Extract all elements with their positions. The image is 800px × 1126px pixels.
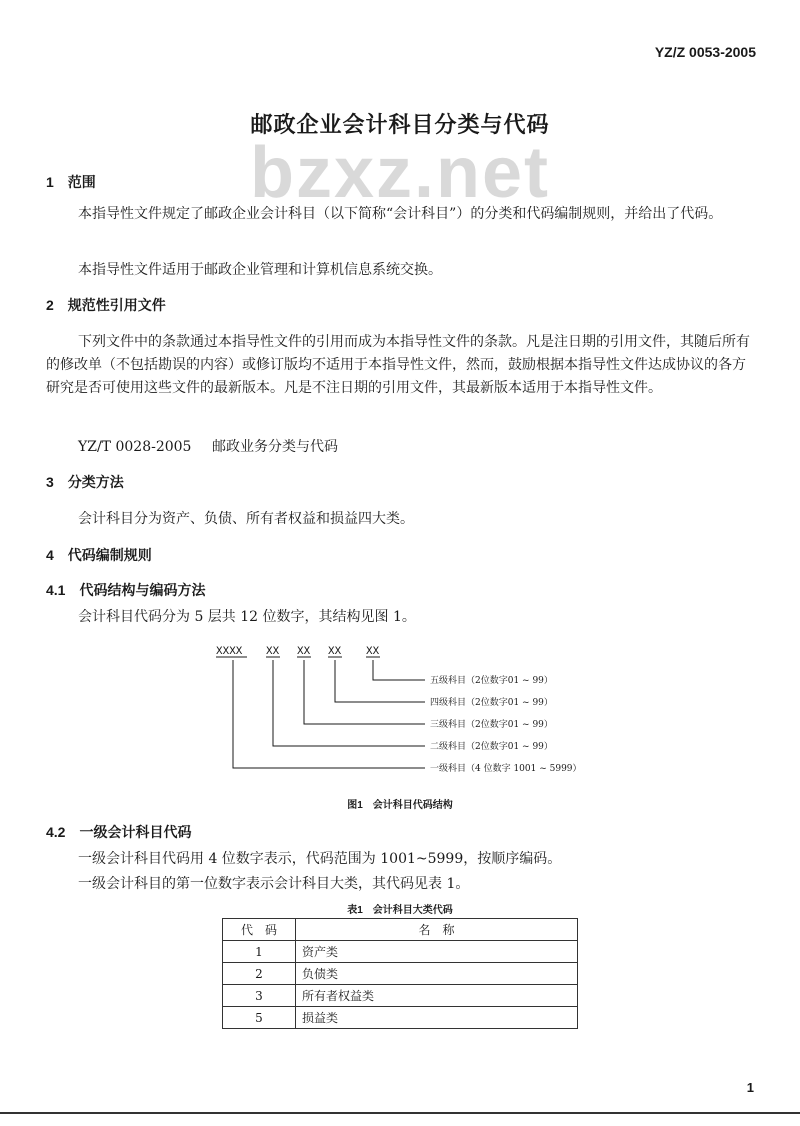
table-row — [223, 963, 578, 985]
segment-level-2: XX — [266, 646, 280, 658]
table-row — [223, 941, 578, 963]
label-level-4: 四级科目（2位数字01 ~ 99） — [430, 698, 553, 708]
category-code-table — [222, 918, 578, 1029]
section-4-2-heading: 4.2 一级会计科目代码 — [46, 824, 192, 840]
figure-1-caption: 图1 会计科目代码结构 — [347, 800, 453, 811]
section-4-1-heading: 4.1 代码结构与编码方法 — [46, 582, 206, 598]
label-level-3: 三级科目（2位数字01 ~ 99） — [430, 720, 553, 730]
section-4-2-para-2: 一级会计科目的第一位数字表示会计科目大类，其代码见表 1。 — [78, 876, 470, 892]
cell-name: 负债类 — [296, 963, 578, 985]
section-1-heading: 1 范围 — [46, 174, 96, 190]
cell-code: 5 — [223, 1007, 296, 1029]
watermark: bzxz.net — [249, 133, 551, 213]
label-level-5: 五级科目（2位数字01 ~ 99） — [430, 676, 553, 686]
page-number: 1 — [746, 1080, 754, 1095]
section-4-2-para-1: 一级会计科目代码用 4 位数字表示，代码范围为 1001~5999，按顺序编码。 — [78, 851, 562, 867]
section-4-1-para: 会计科目代码分为 5 层共 12 位数字，其结构见图 1。 — [78, 609, 416, 625]
reference-title: 邮政业务分类与代码 — [212, 439, 338, 455]
header-code: 代 码 — [223, 919, 296, 941]
section-3-heading: 3 分类方法 — [46, 474, 124, 490]
table-row — [223, 1007, 578, 1029]
segment-level-1: XXXX — [216, 646, 243, 658]
table-1-caption: 表1 会计科目大类代码 — [347, 905, 453, 916]
cell-name: 资产类 — [296, 941, 578, 963]
label-level-1: 一级科目（4 位数字 1001 ~ 5999） — [430, 764, 582, 774]
label-level-2: 二级科目（2位数字01 ~ 99） — [430, 742, 553, 752]
table-row — [223, 985, 578, 1007]
section-2-heading: 2 规范性引用文件 — [46, 297, 166, 313]
segment-level-4: XX — [328, 646, 342, 658]
cell-name: 损益类 — [296, 1007, 578, 1029]
bottom-rule — [0, 1112, 800, 1114]
table-header-row — [223, 919, 578, 941]
segment-level-3: XX — [297, 646, 311, 658]
reference-code: YZ/T 0028-2005 — [78, 439, 192, 455]
segment-level-5: XX — [366, 646, 380, 658]
document-code: YZ/Z 0053-2005 — [654, 44, 756, 60]
section-1-para-2: 本指导性文件适用于邮政企业管理和计算机信息系统交换。 — [78, 262, 442, 278]
cell-code: 2 — [223, 963, 296, 985]
section-4-heading: 4 代码编制规则 — [46, 547, 152, 563]
code-structure-diagram — [200, 640, 620, 790]
cell-code: 1 — [223, 941, 296, 963]
header-name: 名 称 — [296, 919, 578, 941]
document-title: 邮政企业会计科目分类与代码 — [250, 112, 550, 138]
section-1-para-1: 本指导性文件规定了邮政企业会计科目（以下简称“会计科目”）的分类和代码编制规则，并给出了代码。 — [78, 206, 723, 222]
section-3-para-1: 会计科目分为资产、负债、所有者权益和损益四大类。 — [78, 511, 414, 527]
section-2-para-1: 下列文件中的条款通过本指导性文件的引用而成为本指导性文件的条款。凡是注日期的引用文件，其随后所有的修改单（不包括勘误的内容）或修订版均不适用于本指导性文件，然而，鼓励根据本指导性文件达成协议的各方研究是否可使用这些文件的最新版本。凡是不注日期的引用文件，其最新版本适用于本指导性文件。 — [46, 334, 750, 396]
cell-name: 所有者权益类 — [296, 985, 578, 1007]
cell-code: 3 — [223, 985, 296, 1007]
